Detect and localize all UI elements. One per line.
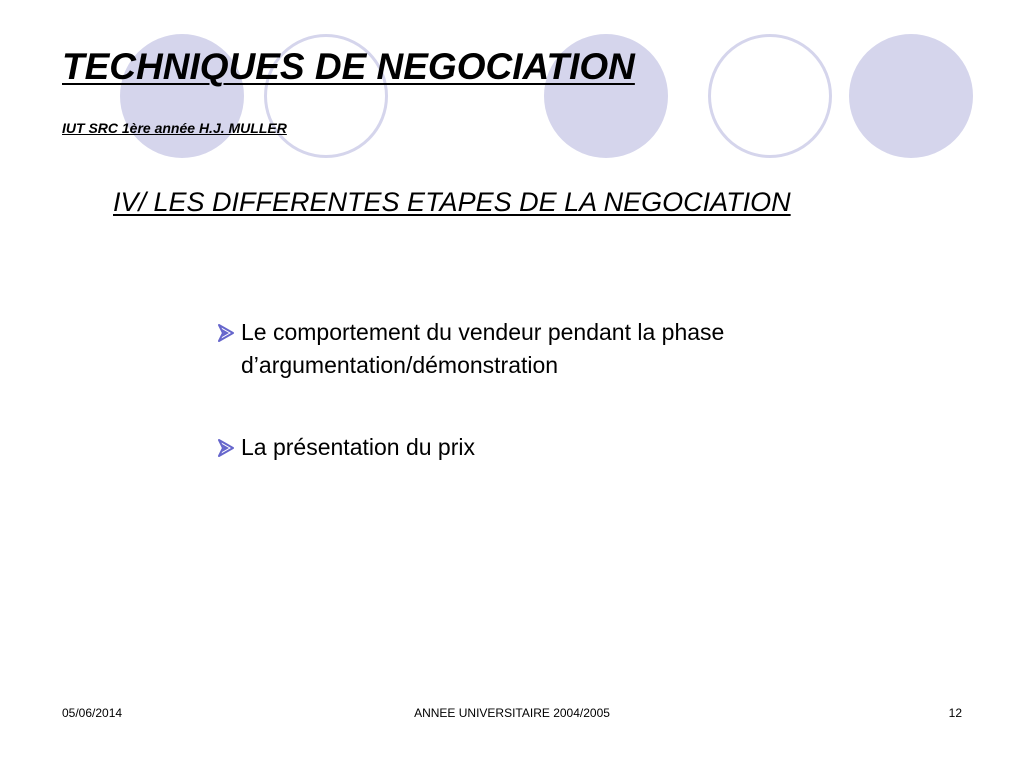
section-heading: IV/ LES DIFFERENTES ETAPES DE LA NEGOCIATION: [113, 187, 791, 217]
bullet-text: La présentation du prix: [241, 434, 475, 460]
slide-subtitle: IUT SRC 1ère année H.J. MULLER: [62, 120, 287, 136]
circle-decoration-icon: [849, 34, 973, 158]
footer-center-text: ANNEE UNIVERSITAIRE 2004/2005: [414, 706, 610, 720]
bullet-item: [216, 431, 916, 464]
footer-date: 05/06/2014: [62, 706, 123, 720]
circle-decoration-icon: [710, 36, 831, 157]
bullet-text: Le comportement du vendeur pendant la phase d’argumentation/démonstration: [241, 319, 725, 378]
decorative-circles: [0, 0, 1024, 200]
bullet-item: [216, 316, 916, 382]
footer-page-number: 12: [948, 706, 962, 720]
slide-title: TECHNIQUES DE NEGOCIATION: [62, 46, 635, 87]
bullet-list: [216, 316, 916, 513]
arrow-bullet-icon: [217, 439, 235, 457]
arrow-bullet-icon: [217, 324, 235, 342]
